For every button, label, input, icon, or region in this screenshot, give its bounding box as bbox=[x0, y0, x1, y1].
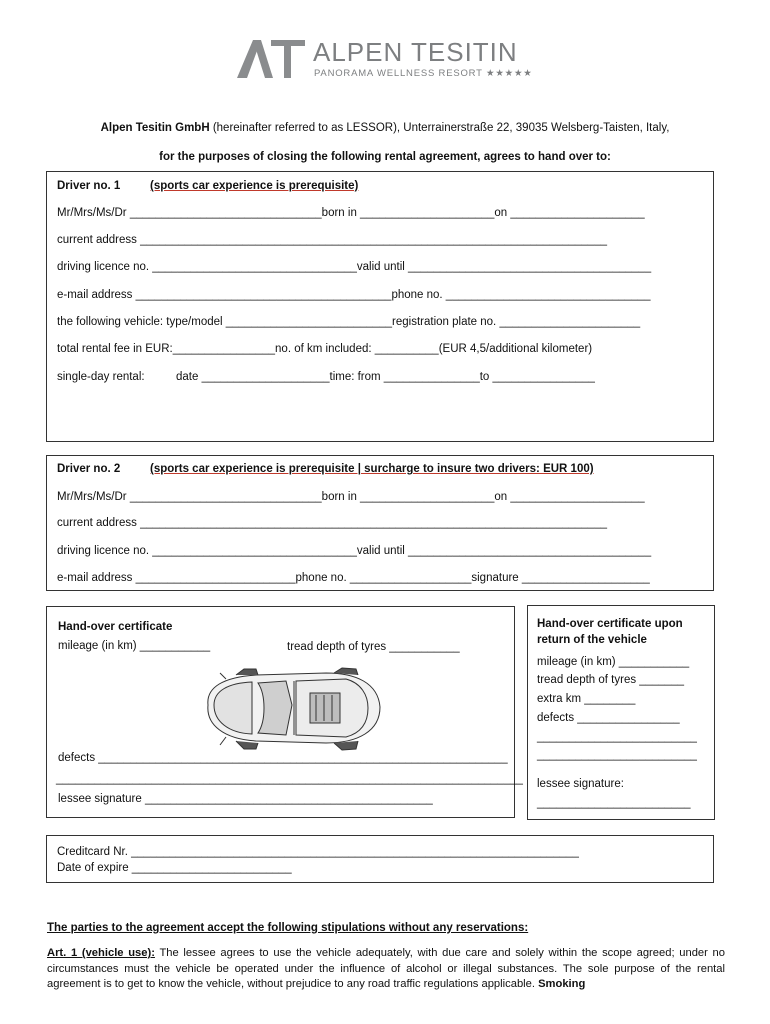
return-tread-field[interactable]: tread depth of tyres _______ bbox=[537, 674, 685, 686]
logo-mark-icon bbox=[237, 40, 305, 80]
return-mileage-field[interactable]: mileage (in km) ___________ bbox=[537, 656, 690, 668]
return-defects-field[interactable]: defects ________________ bbox=[537, 712, 680, 724]
car-diagram bbox=[196, 665, 386, 755]
article-1-tail: Smoking bbox=[534, 978, 586, 990]
handover-signature-field[interactable]: lessee signature _____________________________________________ bbox=[58, 793, 433, 805]
return-signature-field[interactable]: ________________________ bbox=[537, 797, 691, 809]
intro-purpose: for the purposes of closing the following rental agreement, agrees to hand over to: bbox=[159, 151, 611, 163]
driver1-address-field[interactable]: current address _________________________________________________________________________ bbox=[57, 234, 607, 246]
driver2-email-field[interactable]: e-mail address _________________________phone no. ___________________signature ____________________ bbox=[57, 572, 650, 584]
article-1-label: Art. 1 (vehicle use): bbox=[47, 947, 155, 959]
creditcard-number-field[interactable]: Creditcard Nr. ______________________________________________________________________ bbox=[57, 846, 579, 858]
driver1-vehicle-field[interactable]: the following vehicle: type/model __________________________registration plate no. ______________________ bbox=[57, 316, 641, 328]
handover-title: Hand-over certificate bbox=[58, 621, 173, 633]
intro-line bbox=[0, 121, 770, 135]
creditcard-section bbox=[46, 835, 714, 883]
return-signature-label: lessee signature: bbox=[537, 778, 624, 790]
driver2-name-field[interactable]: Mr/Mrs/Ms/Dr ______________________________born in _____________________on _____________________ bbox=[57, 491, 645, 503]
driver1-fee-field[interactable]: total rental fee in EUR:________________no. of km included: __________(EUR 4,5/additional kilometer) bbox=[57, 343, 593, 355]
company-name: Alpen Tesitin GmbH bbox=[100, 122, 210, 134]
article-1-text: The lessee agrees to use the vehicle adequately, with due care and solely within the scope agreed; under no circumstances must the vehicle be operated under the influence of alcohol or illegal substances. The sole purpose of the rental agreement is to get to know the vehicle, without prejudice to any road traffic regulations applicable. bbox=[47, 947, 725, 990]
article-1 bbox=[47, 946, 725, 993]
handover-tread-field[interactable]: tread depth of tyres ___________ bbox=[287, 641, 460, 653]
return-title-1: Hand-over certificate upon bbox=[537, 618, 683, 630]
handover-mileage-field[interactable]: mileage (in km) ___________ bbox=[58, 640, 211, 652]
logo-name: ALPEN TESITIN bbox=[313, 37, 518, 67]
driver1-rental-field[interactable]: date ____________________time: from _______________to ________________ bbox=[176, 371, 595, 383]
creditcard-expire-field[interactable]: Date of expire _________________________ bbox=[57, 862, 292, 874]
logo bbox=[237, 38, 547, 82]
company-details: (hereinafter referred to as LESSOR), Unterrainerstraße 22, 39035 Welsberg-Taisten, Italy, bbox=[209, 122, 670, 134]
driver1-name-field[interactable]: Mr/Mrs/Ms/Dr ______________________________born in _____________________on _____________________ bbox=[57, 207, 645, 219]
terms-heading: The parties to the agreement accept the following stipulations without any reservations: bbox=[47, 922, 529, 934]
driver1-rental-label: single-day rental: bbox=[57, 371, 145, 383]
handover-defects-line[interactable]: _________________________________________________________________________ bbox=[56, 773, 523, 785]
driver1-note: (sports car experience is prerequisite) bbox=[150, 180, 359, 192]
driver2-note: (sports car experience is prerequisite | surcharge to insure two drivers: EUR 100) bbox=[150, 463, 594, 475]
return-extra-km-field[interactable]: extra km ________ bbox=[537, 693, 636, 705]
driver1-heading: Driver no. 1 bbox=[57, 180, 121, 192]
driver1-email-field[interactable]: e-mail address ________________________________________phone no. ________________________________ bbox=[57, 289, 651, 301]
return-blank-line-2[interactable]: _________________________ bbox=[537, 749, 697, 761]
driver2-licence-field[interactable]: driving licence no. ________________________________valid until ______________________________________ bbox=[57, 545, 652, 557]
driver1-licence-field[interactable]: driving licence no. ________________________________valid until ______________________________________ bbox=[57, 261, 652, 273]
return-title-2: return of the vehicle bbox=[537, 634, 647, 646]
return-blank-line-1[interactable]: _________________________ bbox=[537, 731, 697, 743]
logo-tagline: PANORAMA WELLNESS RESORT ★★★★★ bbox=[314, 68, 533, 79]
driver2-address-field[interactable]: current address _________________________________________________________________________ bbox=[57, 517, 607, 529]
driver2-heading: Driver no. 2 bbox=[57, 463, 121, 475]
handover-defects-field[interactable]: defects ________________________________________________________________ bbox=[58, 752, 508, 764]
